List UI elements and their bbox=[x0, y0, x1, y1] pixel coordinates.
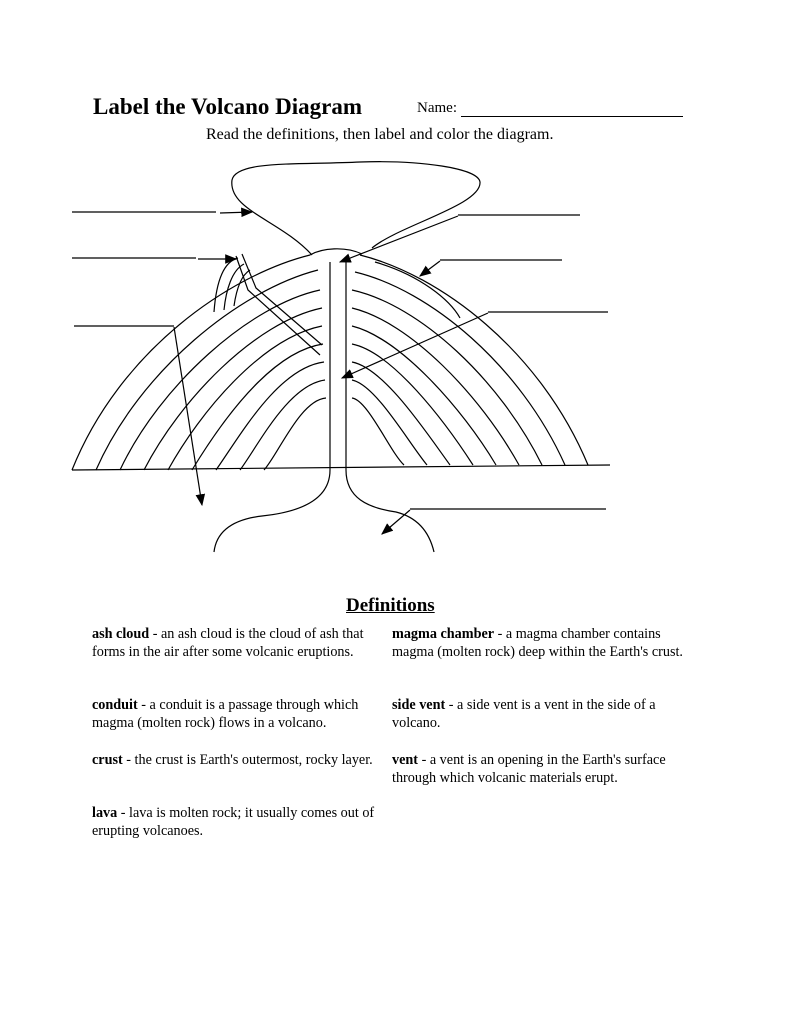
definition-conduit bbox=[92, 697, 392, 732]
definition-term: side vent bbox=[392, 697, 446, 713]
strata-layer bbox=[192, 344, 323, 470]
strata-layer bbox=[352, 380, 427, 465]
definition-magma-chamber bbox=[392, 626, 702, 661]
definitions-heading: Definitions bbox=[346, 595, 435, 616]
definition-text: - a vent is an opening in the Earth's surface through which volcanic materials erupt. bbox=[392, 752, 666, 786]
definition-term: vent bbox=[392, 752, 419, 768]
definition-ash-cloud bbox=[92, 626, 392, 661]
worksheet-title: Label the Volcano Diagram bbox=[93, 94, 362, 119]
definition-text: - lava is molten rock; it usually comes out of erupting volcanoes. bbox=[92, 805, 375, 839]
arrow bbox=[220, 212, 252, 213]
strata-layer bbox=[355, 272, 565, 465]
definition-crust bbox=[92, 752, 392, 770]
magma-chamber bbox=[214, 470, 330, 552]
strata-layer bbox=[352, 362, 450, 465]
strata-layer bbox=[352, 326, 496, 465]
definition-text: - a conduit is a passage through which magma (molten rock) flows in a volcano. bbox=[92, 697, 359, 731]
side-vent-pipe bbox=[242, 254, 322, 345]
strata-layer bbox=[352, 290, 542, 465]
arrow bbox=[340, 216, 458, 262]
definition-text: - a side vent is a vent in the side of a volcano. bbox=[392, 697, 656, 731]
ground-line bbox=[72, 465, 610, 470]
definition-term: crust bbox=[92, 752, 123, 768]
ash-cloud bbox=[232, 162, 480, 255]
definition-text: - an ash cloud is the cloud of ash that forms in the air after some volcanic eruptions. bbox=[92, 626, 364, 660]
magma-chamber bbox=[346, 470, 434, 552]
instructions: Read the definitions, then label and color the diagram. bbox=[206, 126, 554, 143]
arrow bbox=[342, 313, 488, 378]
strata-layer bbox=[240, 380, 325, 470]
definition-term: lava bbox=[92, 805, 118, 821]
definition-lava bbox=[92, 805, 392, 840]
definition-text: - the crust is Earth's outermost, rocky layer. bbox=[122, 752, 373, 768]
arrow bbox=[382, 510, 410, 534]
strata-layer bbox=[264, 398, 326, 470]
lava-flow bbox=[375, 262, 460, 318]
definition-term: conduit bbox=[92, 697, 138, 713]
definition-vent bbox=[392, 752, 702, 787]
strata-layer bbox=[96, 270, 318, 470]
definition-term: magma chamber bbox=[392, 626, 495, 642]
arrow bbox=[420, 261, 440, 276]
definition-side-vent bbox=[392, 697, 702, 732]
definition-text: - a magma chamber contains magma (molten rock) deep within the Earth's crust. bbox=[392, 626, 683, 660]
strata-layer bbox=[216, 362, 324, 470]
crater-rim bbox=[310, 249, 362, 255]
strata-layer bbox=[352, 398, 404, 465]
name-label: Name: bbox=[417, 100, 457, 116]
definition-term: ash cloud bbox=[92, 626, 150, 642]
